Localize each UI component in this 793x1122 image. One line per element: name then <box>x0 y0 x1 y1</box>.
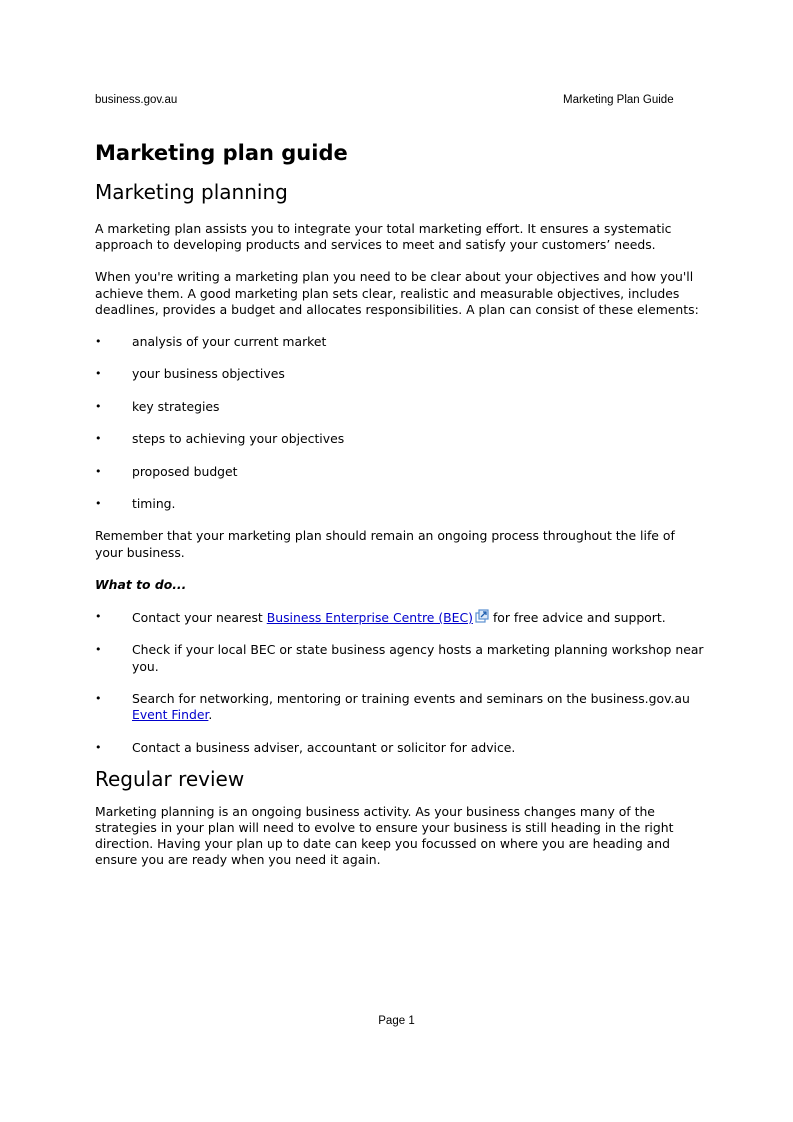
bullet-icon: • <box>95 691 102 705</box>
bullet-icon: • <box>95 367 102 381</box>
document-body <box>95 137 705 869</box>
section-heading-marketing-planning: Marketing planning <box>95 180 288 204</box>
header-site-name: business.gov.au <box>95 94 178 106</box>
list-item: • proposed budget <box>95 463 238 479</box>
bullet-icon: • <box>95 432 102 446</box>
ongoing-process-paragraph: Remember that your marketing plan should remain an ongoing process throughout the life of your business. <box>95 528 675 560</box>
list-item: • your business objectives <box>95 366 285 382</box>
bullet-icon: • <box>95 399 102 413</box>
event-finder-link[interactable]: Event Finder <box>132 707 209 723</box>
review-paragraph: Marketing planning is an ongoing business activity. As your business changes many of the strategies in your plan will need to evolve to ensure your business is still heading in the right direction. Having your plan up to date can keep you focussed on where you are heading and ensure you are ready when you need it again. <box>95 803 674 868</box>
bullet-icon: • <box>95 740 102 754</box>
list-item: • Contact your nearest Business Enterprise Centre (BEC) for free advice and support. <box>95 609 666 625</box>
objectives-paragraph: When you're writing a marketing plan you need to be clear about your objectives and how you'll achieve them. A good marketing plan sets clear, realistic and measurable objectives, includes deadlines, provides a budget and allocates responsibilities. A plan can consist of these elements: <box>95 269 699 317</box>
bullet-icon: • <box>95 643 102 657</box>
what-to-do-heading: What to do... <box>95 576 187 592</box>
list-item: • Contact a business adviser, accountant or solicitor for advice. <box>95 739 516 755</box>
what-to-do-list <box>95 609 705 756</box>
bullet-icon: • <box>95 335 102 349</box>
list-item: • Search for networking, mentoring or training events and seminars on the business.gov.au Event Finder. <box>95 690 690 723</box>
page-title: Marketing plan guide <box>95 141 348 165</box>
list-item: • steps to achieving your objectives <box>95 431 345 447</box>
page-number: Page 1 <box>378 1015 415 1027</box>
list-item: • timing. <box>95 495 176 511</box>
intro-paragraph: A marketing plan assists you to integrate your total marketing effort. It ensures a systematic approach to developing products and services to meet and satisfy your customers’ needs. <box>95 221 672 253</box>
header-doc-title: Marketing Plan Guide <box>563 94 674 106</box>
list-item: • Check if your local BEC or state business agency hosts a marketing planning workshop near you. <box>95 642 704 674</box>
list-item: • analysis of your current market <box>95 334 327 350</box>
list-item: • key strategies <box>95 398 220 414</box>
bec-link[interactable]: Business Enterprise Centre (BEC) <box>266 609 473 625</box>
bullet-icon: • <box>95 464 102 478</box>
bullet-icon: • <box>95 496 102 510</box>
section-heading-regular-review: Regular review <box>95 766 245 791</box>
bullet-icon: • <box>95 609 102 623</box>
external-link-icon[interactable] <box>475 609 489 623</box>
plan-elements-list <box>95 334 705 512</box>
